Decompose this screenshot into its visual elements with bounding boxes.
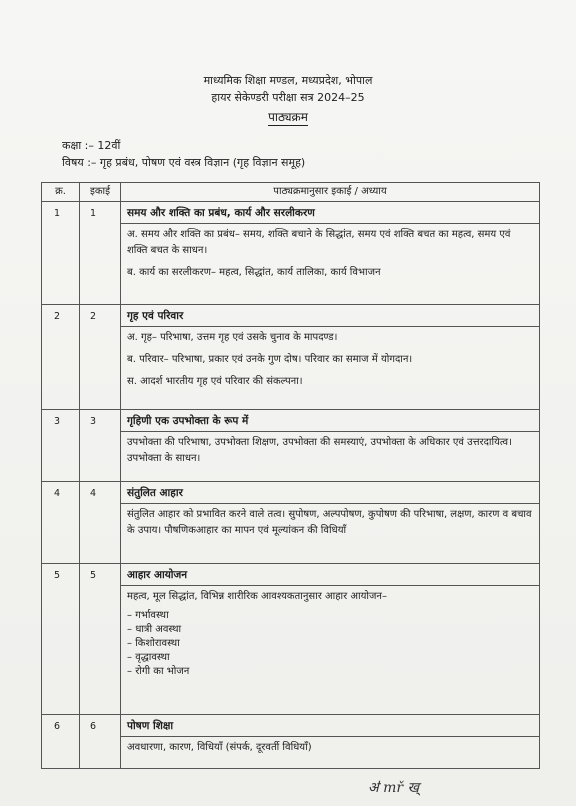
table-row <box>42 202 540 305</box>
table-header-row <box>42 183 540 202</box>
row-sno: 4 <box>42 482 80 564</box>
chapter-title: पोषण शिक्षा <box>121 715 539 737</box>
row-content <box>121 564 540 715</box>
chapter-body <box>121 224 539 293</box>
row-unit: 5 <box>80 564 121 715</box>
syllabus-table <box>41 182 540 769</box>
exam-session: हायर सेकेण्डरी परीक्षा सत्र 2024–25 <box>211 91 365 104</box>
chapter-paragraph: अवधारणा, कारण, विधियाँ (संपर्क, दूरवर्ती विधियाँ) <box>127 742 312 753</box>
chapter-paragraph: संतुलित आहार को प्रभावित करने वाले तत्व। सुपोषण, अल्पपोषण, कुपोषण की परिभाषा, लक्षण, कारण व बचाव के उपाय। पौषणिकआहार का मापन एवं मूल्यांकन की विधियाँ <box>127 509 532 536</box>
chapter-paragraph: अ. समय और शक्ति का प्रबंध– समय, शक्ति बचाने के सिद्धांत, समय एवं शक्ति बचत का महत्व, समय एवं शक्ति बचत के साधन। <box>127 229 511 256</box>
topic-list-item: – रोगी का भोजन <box>127 665 533 679</box>
topic-list-item: – गर्भावस्था <box>127 609 533 623</box>
chapter-paragraph: ब. परिवार– परिभाषा, प्रकार एवं उनके गुण दोष। परिवार का समाज में योगदान। <box>127 354 413 365</box>
table-row <box>42 482 540 564</box>
chapter-body <box>121 737 539 768</box>
header-chapter: पाठ्यक्रमानुसार इकाई / अध्याय <box>121 183 540 202</box>
chapter-paragraph: अ. गृह– परिभाषा, उत्तम गृह एवं उसके चुनाव के मापदण्ड। <box>127 332 338 343</box>
row-content <box>121 202 540 305</box>
chapter-body <box>121 327 539 402</box>
signature: ॳ mř ख् <box>368 780 420 796</box>
row-content <box>121 410 540 482</box>
topic-list <box>127 609 533 679</box>
table-body <box>42 202 540 769</box>
chapter-title: गृहिणी एक उपभोक्ता के रूप में <box>121 410 539 432</box>
table-row <box>42 410 540 482</box>
header-unit: इकाई <box>80 183 121 202</box>
page-title-text: पाठ्यक्रम <box>268 110 308 124</box>
row-sno: 1 <box>42 202 80 305</box>
row-sno: 3 <box>42 410 80 482</box>
row-sno: 5 <box>42 564 80 715</box>
table-row <box>42 715 540 769</box>
row-content <box>121 715 540 769</box>
row-sno: 2 <box>42 305 80 410</box>
chapter-body <box>121 432 539 479</box>
topic-list-item: – वृद्धावस्था <box>127 651 533 665</box>
row-content <box>121 305 540 410</box>
chapter-title: गृह एवं परिवार <box>121 305 539 327</box>
topic-list-item: – धात्री अवस्था <box>127 623 533 637</box>
table-row <box>42 305 540 410</box>
row-unit: 2 <box>80 305 121 410</box>
chapter-paragraph: महत्व, मूल सिद्धांत, विभिन्न शारीरिक आवश्यकतानुसार आहार आयोजन– <box>127 591 387 602</box>
chapter-body <box>121 504 539 551</box>
header-sno: क्र. <box>42 183 80 202</box>
board-name: माध्यमिक शिक्षा मण्डल, मध्यप्रदेश, भोपाल <box>203 74 373 87</box>
subject-label: विषय :– गृह प्रबंध, पोषण एवं वस्त्र विज्ञान (गृह विज्ञान समूह) <box>62 156 306 169</box>
chapter-body <box>121 586 539 685</box>
chapter-title: समय और शक्ति का प्रबंध, कार्य और सरलीकरण <box>121 202 539 224</box>
row-sno: 6 <box>42 715 80 769</box>
table-row <box>42 564 540 715</box>
row-unit: 4 <box>80 482 121 564</box>
chapter-paragraph: स. आदर्श भारतीय गृह एवं परिवार की संकल्पना। <box>127 376 303 387</box>
row-unit: 1 <box>80 202 121 305</box>
class-label: कक्षा :– 12वीं <box>62 139 121 152</box>
page-title <box>0 108 576 125</box>
row-content <box>121 482 540 564</box>
chapter-paragraph: उपभोक्ता की परिभाषा, उपभोक्ता शिक्षण, उपभोक्ता की समस्याएं, उपभोक्ता के अधिकार एवं उत्तरदायित्व। उपभोक्ता के साधन। <box>127 437 512 464</box>
topic-list-item: – किशोरावस्था <box>127 637 533 651</box>
chapter-title: आहार आयोजन <box>121 564 539 586</box>
row-unit: 3 <box>80 410 121 482</box>
row-unit: 6 <box>80 715 121 769</box>
chapter-paragraph: ब. कार्य का सरलीकरण– महत्व, सिद्धांत, कार्य तालिका, कार्य विभाजन <box>127 267 381 278</box>
chapter-title: संतुलित आहार <box>121 482 539 504</box>
